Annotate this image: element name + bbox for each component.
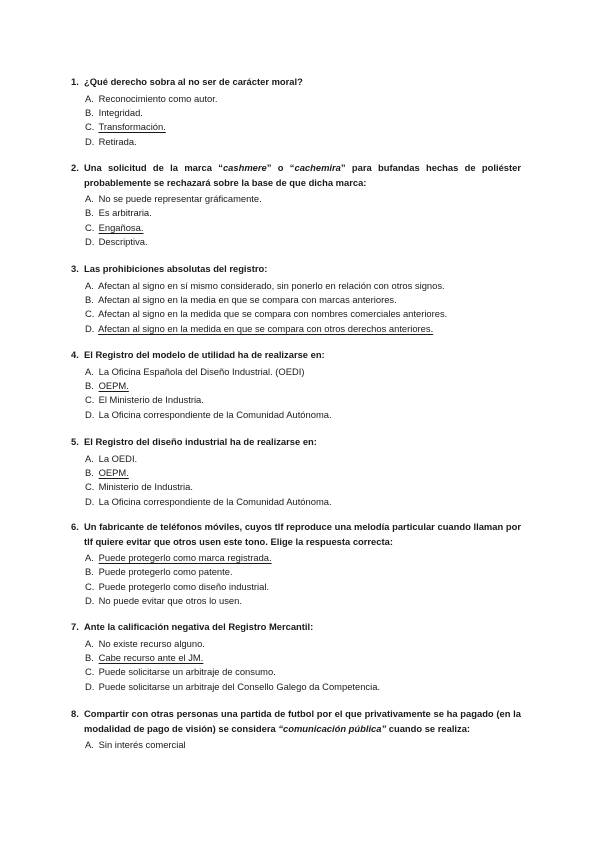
option-letter: B. xyxy=(85,651,94,663)
option-letter: C. xyxy=(85,121,95,133)
question-text xyxy=(84,707,521,736)
question-number: 6. xyxy=(71,521,79,532)
answer-option xyxy=(85,452,521,466)
question-header xyxy=(71,161,521,190)
question-text-segment: Una solicitud de la marca “ xyxy=(84,162,223,173)
answer-option xyxy=(85,106,521,120)
option-text: Puede solicitarse un arbitraje de consumo. xyxy=(98,666,276,678)
answer-option xyxy=(85,495,521,509)
answer-option xyxy=(85,594,521,608)
option-text: Afectan al signo en la medida en que se compara con otros derechos anteriores. xyxy=(98,322,434,334)
answer-option xyxy=(85,293,521,307)
question-text-italic: cashmere xyxy=(222,162,267,173)
question xyxy=(71,262,521,336)
option-text: Transformación. xyxy=(98,121,166,133)
answer-option-correct xyxy=(85,466,521,480)
question-text xyxy=(84,435,521,450)
answer-option xyxy=(85,408,521,422)
option-letter: C. xyxy=(85,580,95,592)
option-text: OEPM. xyxy=(98,466,129,478)
answer-option-correct xyxy=(85,651,521,665)
option-text: Ministerio de Industria. xyxy=(98,481,193,493)
question-text-segment: cuando se realiza: xyxy=(386,722,471,734)
answer-option xyxy=(85,206,521,220)
question-text-segment: ” para bufandas hechas de poliéster probablemente se rechazará sobre la base de que dicha marca: xyxy=(84,162,521,188)
option-letter: C. xyxy=(85,481,95,493)
question-text-segment: Las prohibiciones absolutas del registro: xyxy=(84,263,268,274)
option-letter: A. xyxy=(85,552,94,563)
question-text xyxy=(84,348,521,363)
option-text: La Oficina correspondiente de la Comunidad Autónoma. xyxy=(98,408,332,420)
question-text xyxy=(84,262,521,277)
question-number: 1. xyxy=(71,76,79,87)
answer-options xyxy=(71,551,521,609)
question-header xyxy=(71,348,521,363)
answer-option-correct xyxy=(85,551,521,565)
question-number: 3. xyxy=(71,263,79,274)
option-text: Cabe recurso ante el JM. xyxy=(98,651,204,663)
option-letter: B. xyxy=(85,466,94,478)
question-text xyxy=(84,75,521,90)
question-header xyxy=(71,620,521,635)
question-header xyxy=(71,262,521,277)
option-letter: A. xyxy=(85,365,94,377)
answer-option xyxy=(85,365,521,379)
option-letter: A. xyxy=(85,279,94,291)
question-number: 2. xyxy=(71,162,79,173)
option-text: No puede evitar que otros lo usen. xyxy=(98,595,242,607)
answer-options xyxy=(71,738,521,752)
question-text xyxy=(84,161,521,190)
answer-options xyxy=(71,192,521,250)
question-header xyxy=(71,435,521,450)
option-text: Descriptiva. xyxy=(98,236,148,248)
option-letter: A. xyxy=(85,452,94,464)
answer-options xyxy=(71,637,521,695)
answer-option xyxy=(85,680,521,694)
question-text-segment: ” o “ xyxy=(266,162,295,173)
question-text-italic: “comunicación pública” xyxy=(278,722,387,734)
question xyxy=(71,75,521,149)
answer-option xyxy=(85,393,521,407)
option-text: La Oficina correspondiente de la Comunidad Autónoma. xyxy=(98,495,332,507)
answer-option-correct xyxy=(85,120,521,134)
option-text: Afectan al signo en la medida que se compara con nombres comerciales anteriores. xyxy=(98,308,448,320)
question-header xyxy=(71,520,521,549)
option-text: No existe recurso alguno. xyxy=(98,637,205,649)
option-letter: C. xyxy=(85,308,95,320)
option-text: Integridad. xyxy=(98,106,143,118)
option-letter: D. xyxy=(85,495,95,507)
question xyxy=(71,435,521,509)
option-text: Puede protegerlo como marca registrada. xyxy=(98,552,272,563)
question-text-segment: El Registro del modelo de utilidad ha de realizarse en: xyxy=(84,349,325,360)
option-letter: B. xyxy=(85,379,94,391)
option-text: Reconocimiento como autor. xyxy=(98,92,218,104)
option-text: Puede protegerlo como patente. xyxy=(98,566,233,578)
question xyxy=(71,520,521,609)
question-text-segment: Compartir con otras personas una partida de futbol por el que privativamente se ha pagado (en la modalidad de pago de visión) se considera xyxy=(84,708,521,734)
answer-option xyxy=(85,580,521,594)
option-letter: D. xyxy=(85,135,95,147)
question xyxy=(71,620,521,694)
option-text: La Oficina Española del Diseño Industrial. (OEDI) xyxy=(98,365,305,377)
answer-option xyxy=(85,279,521,293)
option-text: El Ministerio de Industria. xyxy=(98,394,204,406)
question-text xyxy=(84,620,521,635)
answer-option-correct xyxy=(85,322,521,336)
option-letter: C. xyxy=(85,666,95,678)
question xyxy=(71,161,521,250)
question-text-segment: Un fabricante de teléfonos móviles, cuyos tlf reproduce una melodía particular cuando llaman por tlf quiere evitar que otros usen este tono. Elige la respuesta correcta: xyxy=(84,521,521,547)
question-text-segment: Ante la calificación negativa del Registro Mercantil: xyxy=(84,621,314,632)
answer-option-correct xyxy=(85,221,521,235)
answer-option xyxy=(85,307,521,321)
option-letter: C. xyxy=(85,394,95,406)
question-number: 8. xyxy=(71,708,79,719)
option-letter: B. xyxy=(85,566,94,578)
option-text: OEPM. xyxy=(98,379,129,391)
option-letter: A. xyxy=(85,193,94,204)
question-header xyxy=(71,707,521,736)
option-text: Puede solicitarse un arbitraje del Consello Galego da Competencia. xyxy=(98,680,381,692)
question-text-italic: cachemira xyxy=(294,162,341,173)
answer-option xyxy=(85,738,521,752)
option-letter: D. xyxy=(85,680,95,692)
option-letter: D. xyxy=(85,408,95,420)
option-letter: B. xyxy=(85,207,94,219)
option-letter: B. xyxy=(85,293,94,305)
option-text: Es arbitraria. xyxy=(98,207,152,219)
answer-option xyxy=(85,235,521,249)
question xyxy=(71,348,521,422)
answer-option xyxy=(85,480,521,494)
answer-option xyxy=(85,665,521,679)
option-letter: D. xyxy=(85,236,95,248)
answer-option xyxy=(85,637,521,651)
option-text: Afectan al signo en sí mismo considerado, sin ponerlo en relación con otros signos. xyxy=(98,279,445,291)
question-number: 5. xyxy=(71,436,79,447)
answer-options xyxy=(71,365,521,423)
answer-options xyxy=(71,279,521,337)
question-text-segment: ¿Qué derecho sobra al no ser de carácter moral? xyxy=(84,76,303,87)
option-letter: D. xyxy=(85,595,95,607)
option-text: Afectan al signo en la media en que se compara con marcas anteriores. xyxy=(98,293,397,305)
answer-option-correct xyxy=(85,379,521,393)
option-letter: A. xyxy=(85,92,94,104)
option-letter: B. xyxy=(85,106,94,118)
answer-options xyxy=(71,92,521,150)
option-letter: D. xyxy=(85,322,95,334)
question-number: 7. xyxy=(71,621,79,632)
question-header xyxy=(71,75,521,90)
question-number: 4. xyxy=(71,349,79,360)
question xyxy=(71,707,521,752)
option-text: Puede protegerlo como diseño industrial. xyxy=(98,580,270,592)
answer-option xyxy=(85,92,521,106)
option-text: Engañosa. xyxy=(98,221,144,233)
question-text-segment: El Registro del diseño industrial ha de realizarse en: xyxy=(84,436,317,447)
answer-option xyxy=(85,192,521,206)
option-text: Retirada. xyxy=(98,135,137,147)
option-letter: A. xyxy=(85,637,94,649)
answer-option xyxy=(85,565,521,579)
option-text: La OEDI. xyxy=(98,452,138,464)
option-letter: A. xyxy=(85,739,94,750)
option-letter: C. xyxy=(85,221,95,233)
answer-option xyxy=(85,135,521,149)
option-text: No se puede representar gráficamente. xyxy=(98,193,262,204)
answer-options xyxy=(71,452,521,510)
option-text: Sin interés comercial xyxy=(98,739,186,750)
question-text xyxy=(84,520,521,549)
